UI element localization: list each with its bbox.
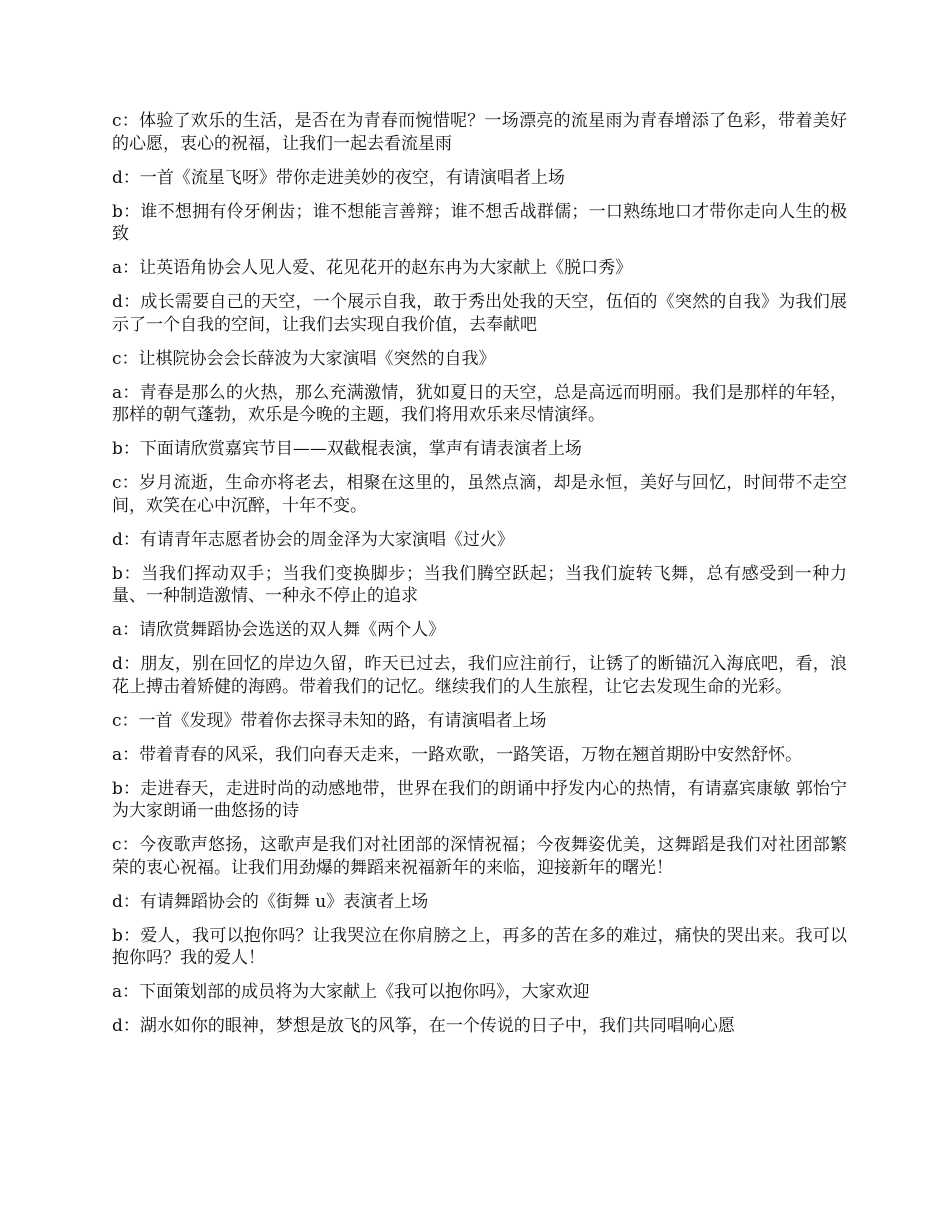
paragraph: d：一首《流星飞呀》带你走进美妙的夜空，有请演唱者上场 — [112, 167, 565, 188]
paragraph: c：今夜歌声悠扬，这歌声是我们对社团部的深情祝福；今夜舞姿优美，这舞蹈是我们对社团部繁荣的衷心祝福。让我们用劲爆的舞蹈来祝福新年的来临，迎接新年的曙光！ — [112, 835, 847, 878]
paragraph: d：成长需要自己的天空，一个展示自我，敢于秀出处我的天空，伍佰的《突然的自我》为我们展示了一个自我的空间，让我们去实现自我价值，去奉献吧 — [112, 292, 847, 335]
paragraph: b：谁不想拥有伶牙俐齿；谁不想能言善辩；谁不想舌战群儒；一口熟练地口才带你走向人生的极致 — [112, 201, 847, 244]
paragraph: d：有请青年志愿者协会的周金泽为大家演唱《过火》 — [112, 529, 514, 550]
paragraph: a：下面策划部的成员将为大家献上《我可以抱你吗》，大家欢迎 — [112, 982, 590, 1002]
paragraph: b：走进春天，走进时尚的动感地带，世界在我们的朗诵中抒发内心的热情，有请嘉宾康敏 郭怡宁为大家朗诵一曲悠扬的诗 — [112, 778, 847, 821]
paragraph: a：让英语角协会人见人爱、花见花开的赵东冉为大家献上《脱口秀》 — [112, 258, 633, 278]
paragraph: b：下面请欣赏嘉宾节目——双截棍表演，掌声有请表演者上场 — [112, 439, 582, 459]
paragraph: c：让棋院协会会长薛波为大家演唱《突然的自我》 — [112, 348, 496, 369]
paragraph: c：岁月流逝，生命亦将老去，相聚在这里的，虽然点滴，却是永恒，美好与回忆，时间带不走空间，欢笑在心中沉醉，十年不变。 — [112, 473, 847, 516]
paragraph: a：带着青春的风采，我们向春天走来，一路欢歌，一路笑语，万物在翘首期盼中安然舒怀。 — [112, 744, 803, 765]
paragraph: a：请欣赏舞蹈协会选送的双人舞《两个人》 — [112, 620, 446, 640]
paragraph: d：朋友，别在回忆的岸边久留，昨天已过去，我们应注前行，让锈了的断锚沉入海底吧，看，浪花上搏击着矫健的海鸥。带着我们的记忆。继续我们的人生旅程，让它去发现生命的光彩。 — [112, 654, 847, 697]
paragraph: d：湖水如你的眼神，梦想是放飞的风筝，在一个传说的日子中，我们共同唱响心愿 — [112, 1016, 735, 1036]
document-body — [112, 110, 847, 1049]
paragraph: c：体验了欢乐的生活，是否在为青春而惋惜呢？一场漂亮的流星雨为青春增添了色彩，带着美好的心愿，衷心的祝福，让我们一起去看流星雨 — [112, 111, 847, 154]
paragraph: c：一首《发现》带着你去探寻未知的路，有请演唱者上场 — [112, 710, 547, 731]
paragraph: a：青春是那么的火热，那么充满激情，犹如夏日的天空，总是高远而明丽。我们是那样的年轻，那样的朝气蓬勃，欢乐是今晚的主题，我们将用欢乐来尽情演绎。 — [112, 382, 847, 425]
paragraph: b：爱人，我可以抱你吗？让我哭泣在你肩膀之上，再多的苦在多的难过，痛快的哭出来。我可以抱你吗？我的爱人！ — [112, 925, 847, 968]
paragraph: d：有请舞蹈协会的《街舞 u》表演者上场 — [112, 891, 429, 912]
paragraph: b：当我们挥动双手；当我们变换脚步；当我们腾空跃起；当我们旋转飞舞，总有感受到一种力量、一种制造激情、一种永不停止的追求 — [112, 563, 847, 606]
